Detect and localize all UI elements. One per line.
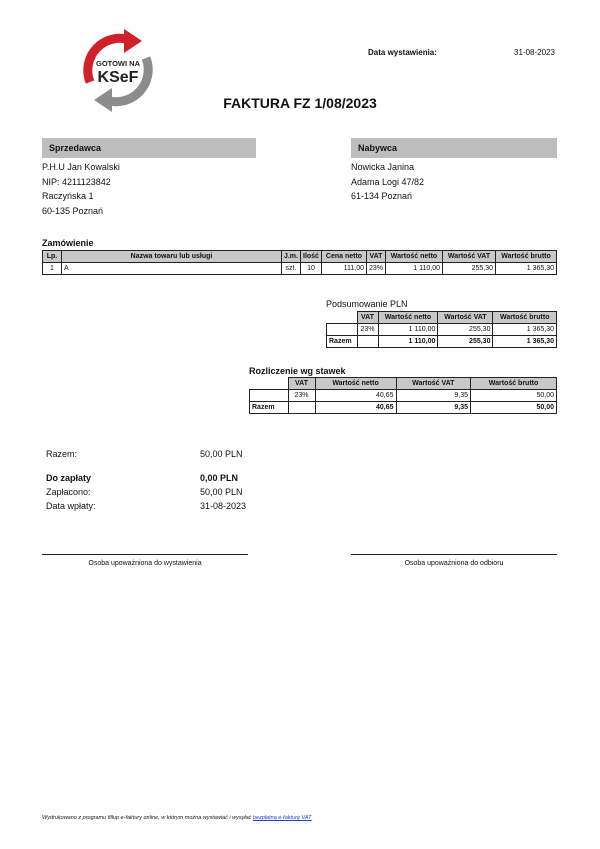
seller-nip: NIP: 4211123842 — [42, 176, 111, 187]
svg-text:KSeF: KSeF — [97, 69, 139, 86]
payment-total-label: Razem: — [46, 449, 78, 459]
rates-heading: Rozliczenie wg stawek — [249, 366, 346, 376]
invoice-title: FAKTURA FZ 1/08/2023 — [223, 95, 377, 111]
buyer-city: 61-134 Poznań — [351, 191, 413, 201]
summary-table — [326, 311, 557, 348]
seller-heading: Sprzedawca — [42, 138, 256, 158]
signature-label-receiver: Osoba upoważniona do odbioru — [404, 560, 504, 567]
col-name: Nazwa towaru lub usługi — [62, 251, 282, 263]
buyer-details — [351, 160, 424, 204]
col-unit: J.m. — [281, 251, 300, 263]
rates-header-row: VAT Wartość netto Wartość VAT Wartość brutto — [250, 378, 557, 390]
summary-heading: Podsumowanie PLN — [326, 299, 408, 309]
rates-table — [249, 377, 557, 414]
order-heading: Zamówienie — [42, 238, 94, 248]
payment-due-label: Do zapłaty — [46, 473, 92, 483]
table-row: 1 A szt. 10 111,00 23% 1 110,00 255,30 1 365,30 — [43, 263, 557, 275]
signature-line-receiver — [351, 554, 557, 555]
col-net-value: Wartość netto — [386, 251, 443, 263]
col-vat: VAT — [366, 251, 385, 263]
summary-total-row: Razem 1 110,00 255,30 1 365,30 — [327, 336, 557, 348]
buyer-heading: Nabywca — [351, 138, 557, 158]
payment-date-label: Data wpłaty: — [46, 501, 96, 511]
footer-note: Wydrukowano z programu fillup e-faktury online, w którym można wystawiać i wysyłać bezpłatną e-fakturę VAT — [42, 815, 312, 821]
col-net-price: Cena netto — [321, 251, 366, 263]
col-vat-value: Wartość VAT — [443, 251, 496, 263]
table-row: 23% 40,65 9,35 50,00 — [250, 390, 557, 402]
buyer-street: Adama Logi 47/82 — [351, 176, 425, 187]
payment-paid-value: 50,00 PLN — [200, 487, 243, 497]
svg-text:GOTOWI NA: GOTOWI NA — [95, 59, 141, 68]
issue-date-label: Data wystawienia: — [368, 48, 437, 57]
signature-label-issuer: Osoba upoważniona do wystawienia — [88, 560, 202, 567]
payment-total-value: 50,00 PLN — [200, 449, 243, 459]
table-row: 23% 1 110,00 255,30 1 365,30 — [327, 324, 557, 336]
payment-due-value: 0,00 PLN — [200, 473, 239, 483]
payment-paid-label: Zapłacono: — [46, 487, 91, 497]
issue-date-value: 31-08-2023 — [514, 48, 555, 57]
order-table — [42, 250, 557, 275]
buyer-name: Nowicka Janina — [351, 162, 415, 172]
signature-line-issuer — [42, 554, 248, 555]
footer-link[interactable]: bezpłatną e-fakturę VAT — [252, 815, 312, 821]
order-header-row — [43, 251, 557, 263]
summary-header-row: VAT Wartość netto Wartość VAT Wartość brutto — [327, 312, 557, 324]
seller-name: P.H.U Jan Kowalski — [42, 162, 120, 172]
seller-details — [42, 160, 120, 218]
col-lp: Lp. — [43, 251, 62, 263]
col-gross-value: Wartość brutto — [496, 251, 557, 263]
rates-total-row: Razem 40,65 9,35 50,00 — [250, 402, 557, 414]
seller-street: Raczyńska 1 — [42, 191, 94, 201]
col-qty: Ilość — [300, 251, 321, 263]
seller-city: 60-135 Poznań — [42, 205, 104, 216]
payment-date-value: 31-08-2023 — [200, 501, 247, 511]
